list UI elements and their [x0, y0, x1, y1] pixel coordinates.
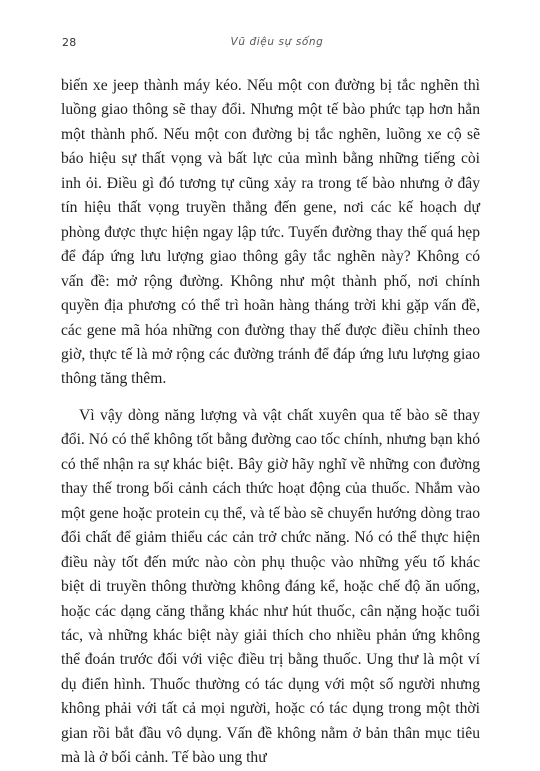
page-number: 28 [62, 36, 77, 49]
running-title: Vũ điệu sự sống [230, 36, 324, 48]
page-header [62, 36, 474, 52]
paragraph: Vì vậy dòng năng lượng và vật chất xuyên qua tế bào sẽ thay đổi. Nó có thể không tốt bằng đường cao tốc chính, nhưng bạn khó có thể nhận ra sự khác biệt. Bây giờ hãy nghĩ về những con đường thay thế trong bối cảnh cách thức hoạt động của thuốc. Nhắm vào một gene hoặc protein cụ thể, và tế bào sẽ chuyển hướng dòng trao đổi chất để giảm thiểu các cản trở chức năng. Nó có thể thực hiện điều này tốt đến mức nào còn phụ thuộc vào những yếu tố khác biệt di truyền thông thường không đáng kể, hoặc chế độ ăn uống, hoặc các dạng căng thẳng khác như hút thuốc, cân nặng hoặc tuổi tác, và những khác biệt này giải thích cho nhiều phản ứng không thể đoán trước đối với việc điều trị bằng thuốc. Ung thư là một ví dụ điển hình. Thuốc thường có tác dụng với một số người nhưng không phải với tất cả mọi người, hoặc có tác dụng trong một thời gian rồi bắt đầu vô dụng. Vấn đề không nằm ở bản thân mục tiêu mà là ở bối cảnh. Tế bào ung thư [61, 406, 480, 767]
paragraph-continued: biến xe jeep thành máy kéo. Nếu một con đường bị tắc nghẽn thì luồng giao thông sẽ thay đổi. Nhưng một tế bào phức tạp hơn hẳn một thành phố. Nếu một con đường bị tắc nghẽn, luồng xe cộ sẽ báo hiệu sự thất vọng và bất lực của mình bằng những tiếng còi inh ỏi. Điều gì đó tương tự cũng xảy ra trong tế bào nhưng ở đây tín hiệu thất vọng truyền thẳng đến gene, nơi các kế hoạch dự phòng được thực hiện ngay lập tức. Tuyến đường thay thế quá hẹp để đáp ứng lưu lượng giao thông gây tắc nghẽn này? Không có vấn đề: mở rộng đường. Không như một thành phố, nơi chính quyền địa phương có thể trì hoãn hàng tháng trời khi gặp vấn đề, các gene mã hóa những con đường thay thế được điều chỉnh theo giờ, thực tế là mở rộng các đường tránh để đáp ứng lưu lượng giao thông tăng thêm. [61, 77, 480, 388]
body-text [61, 74, 480, 771]
